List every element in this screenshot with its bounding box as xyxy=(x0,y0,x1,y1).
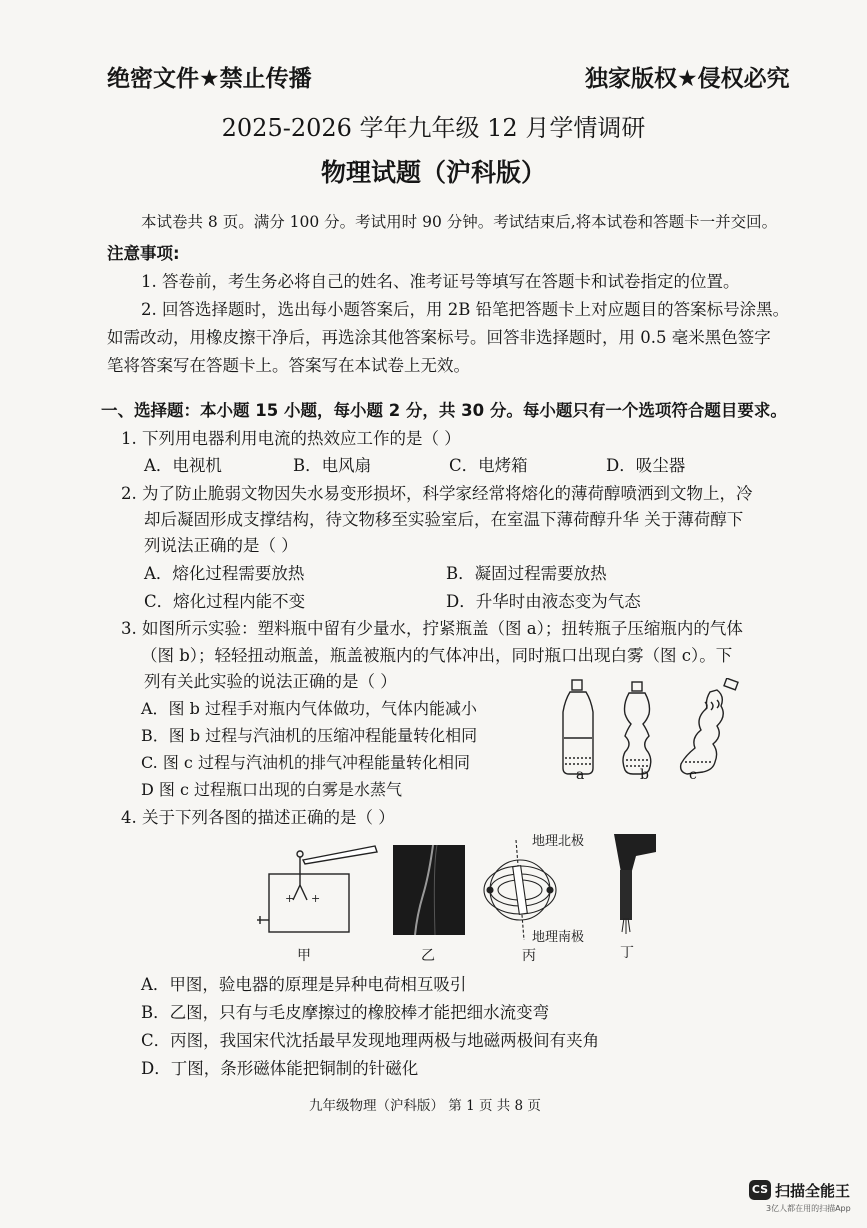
q3-stem-line-1: 3. 如图所示实验：塑料瓶中留有少量水，拧紧瓶盖（图 a）；扭转瓶子压缩瓶内的气体 xyxy=(121,619,743,638)
q3-fig-label-a: a xyxy=(576,767,585,783)
water-stream-figure xyxy=(393,845,465,935)
electroscope-figure xyxy=(255,840,385,940)
q3-option-c: C. 图 c 过程与汽油机的排气冲程能量转化相同 xyxy=(141,753,470,772)
q3-bottle-figure xyxy=(555,678,755,788)
notice-1: 1. 答卷前，考生务必将自己的姓名、准考证号等填写在答题卡和试卷指定的位置。 xyxy=(141,272,740,291)
q4-option-c: C．丙图，我国宋代沈括最早发现地理两极与地磁两极间有夹角 xyxy=(141,1031,600,1050)
q3-fig-label-c: c xyxy=(689,767,697,783)
notice-title: 注意事项: xyxy=(107,244,180,263)
q2-option-b: B．凝固过程需要放热 xyxy=(446,564,607,583)
geomagnetic-field-illustration xyxy=(484,840,556,940)
q1-option-c: C．电烤箱 xyxy=(449,456,528,475)
section-1-title: 一、选择题：本小题 15 小题，每小题 2 分，共 30 分。每小题只有一个选项符合题目要求。 xyxy=(101,401,787,420)
water-stream-photo xyxy=(393,845,465,935)
bottle-b-illustration xyxy=(623,682,651,774)
camscanner-tagline: 3亿人都在用的扫描App xyxy=(766,1204,851,1213)
q4-option-d: D．丁图，条形磁体能把铜制的针磁化 xyxy=(141,1059,419,1078)
q2-option-c: C．熔化过程内能不变 xyxy=(144,592,306,611)
q4-stem: 4. 关于下列各图的描述正确的是（ ） xyxy=(121,808,395,827)
q1-option-b: B．电风扇 xyxy=(293,456,372,475)
notice-2-cont: 如需改动，用橡皮擦干净后，再选涂其他答案标号。回答非选择题时，用 0.5 毫米黑色签字 xyxy=(107,328,771,347)
q3-fig-label-b: b xyxy=(640,767,649,783)
q3-stem-line-3: 列有关此实验的说法正确的是（ ） xyxy=(144,672,397,691)
exam-title: 2025-2026 学年九年级 12 月学情调研 xyxy=(221,114,646,142)
q3-option-b: B．图 b 过程与汽油机的压缩冲程能量转化相同 xyxy=(141,726,478,745)
intro-line: 本试卷共 8 页。满分 100 分。考试用时 90 分钟。考试结束后,将本试卷和答题卡一并交回。 xyxy=(141,213,778,231)
q1-stem: 1. 下列用电器利用电流的热效应工作的是（ ） xyxy=(121,429,461,448)
north-pole-label: 地理北极 xyxy=(532,834,585,849)
q3-option-d: D 图 c 过程瓶口出现的白雾是水蒸气 xyxy=(141,780,403,799)
page-footer: 九年级物理（沪科版） 第 1 页 共 8 页 xyxy=(309,1098,541,1114)
q2-stem-line-3: 列说法正确的是（ ） xyxy=(144,536,298,555)
svg-text:+: + xyxy=(311,892,321,905)
svg-text:+: + xyxy=(285,892,295,905)
q1-option-d: D．吸尘器 xyxy=(606,456,686,475)
q3-stem-line-2: （图 b）；轻轻扭动瓶盖，瓶盖被瓶内的气体冲出，同时瓶口出现白雾（图 c）。下 xyxy=(141,646,733,665)
header-confidential: 绝密文件★禁止传播 xyxy=(107,66,312,92)
exam-subtitle: 物理试题（沪科版） xyxy=(320,158,546,187)
notice-2: 2. 回答选择题时，选出每小题答案后，用 2B 铅笔把答题卡上对应题目的答案标号涂黑。 xyxy=(141,300,790,319)
q4-fig-label-ding: 丁 xyxy=(620,945,634,961)
q4-fig-label-bing: 丙 xyxy=(522,948,536,964)
header-copyright: 独家版权★侵权必究 xyxy=(585,66,790,92)
q1-option-a: A．电视机 xyxy=(144,456,222,475)
q2-stem-line-2: 却后凝固形成支撑结构，待文物移至实验室后，在室温下薄荷醇升华 关于薄荷醇下 xyxy=(144,510,744,529)
bottle-c-illustration xyxy=(681,678,738,774)
q2-option-d: D．升华时由液态变为气态 xyxy=(446,592,641,611)
q3-option-a: A．图 b 过程手对瓶内气体做功，气体内能减小 xyxy=(141,699,477,718)
south-pole-label: 地理南极 xyxy=(532,930,585,945)
camscanner-logo: CS xyxy=(749,1180,771,1200)
electroscope-illustration xyxy=(257,846,377,932)
bottle-a-illustration xyxy=(563,680,593,774)
camscanner-name: 扫描全能王 xyxy=(775,1182,851,1200)
notice-2-end: 笔将答案写在答题卡上。答案写在本试卷上无效。 xyxy=(107,356,470,375)
q2-stem-line-1: 2. 为了防止脆弱文物因失水易变形损坏，科学家经常将熔化的薄荷醇喷洒到文物上，冷 xyxy=(121,484,753,503)
magnet-needle-photo xyxy=(614,834,656,934)
magnet-needle-figure xyxy=(600,830,660,935)
q4-fig-label-yi: 乙 xyxy=(421,948,435,964)
q4-option-b: B．乙图，只有与毛皮摩擦过的橡胶棒才能把细水流变弯 xyxy=(141,1003,550,1022)
q4-fig-label-jia: 甲 xyxy=(297,948,311,964)
q4-option-a: A．甲图，验电器的原理是异种电荷相互吸引 xyxy=(141,975,467,994)
q2-option-a: A．熔化过程需要放热 xyxy=(144,564,305,583)
